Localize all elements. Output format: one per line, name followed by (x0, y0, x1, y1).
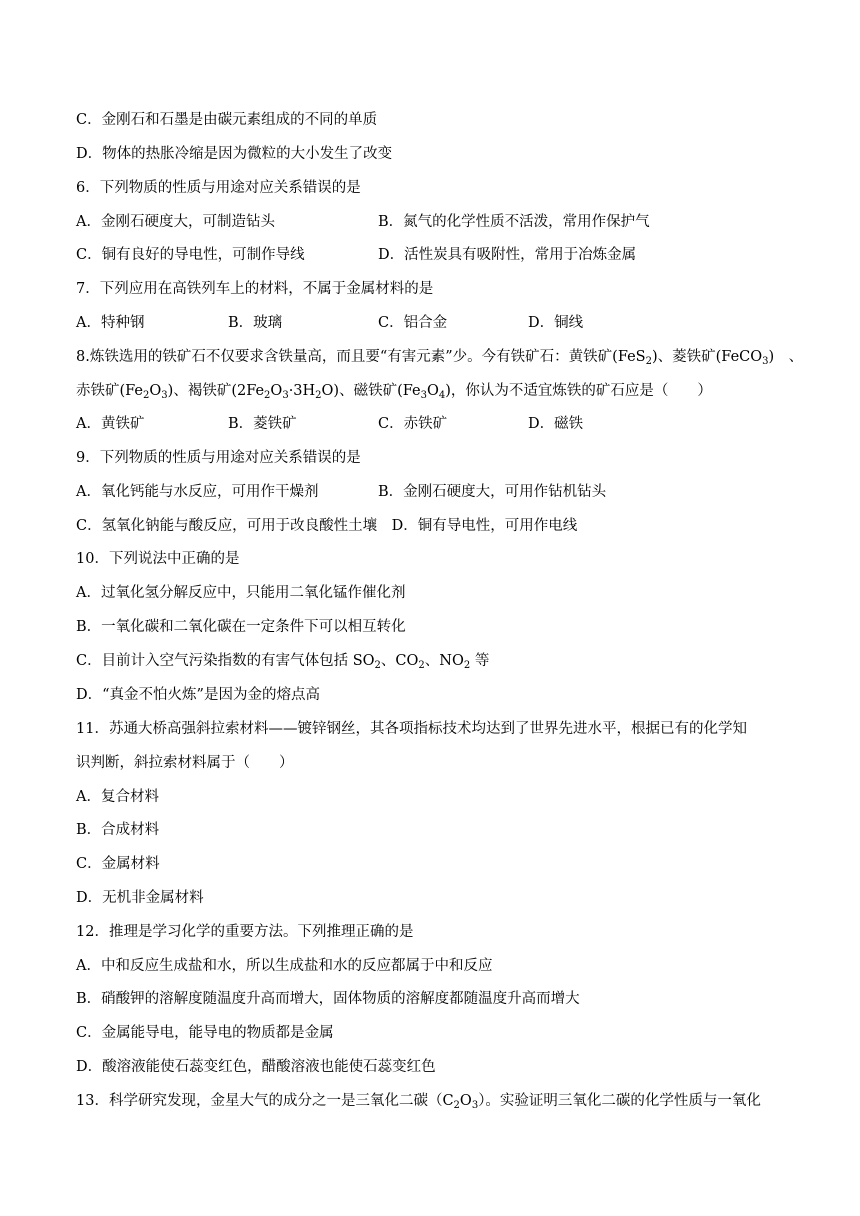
subscript: 3 (762, 356, 769, 367)
option-b: B．玻璃 (228, 315, 283, 331)
q8-text: O (149, 383, 162, 399)
subscript: 2 (143, 390, 150, 401)
q8-text: ) 、 (768, 349, 804, 365)
question-option: D．无机非金属材料 (76, 890, 204, 906)
q10c-text: 、CO (380, 653, 419, 669)
q13-text: ）。实验证明三氧化二碳的化学性质与一氧化 (478, 1093, 761, 1109)
option-a: A．氧化钙能与水反应，可用作干燥剂 (76, 484, 319, 500)
question-option: C．金刚石和石墨是由碳元素组成的不同的单质 (76, 112, 378, 128)
subscript: 2 (453, 1100, 460, 1111)
subscript: 3 (161, 390, 168, 401)
subscript: 3 (420, 390, 427, 401)
question-option: B．一氧化碳和二氧化碳在一定条件下可以相互转化 (76, 619, 406, 635)
subscript: 3 (471, 1100, 479, 1111)
option-b: B．氮气的化学性质不活泼，常用作保护气 (378, 214, 650, 230)
q13-text: O (459, 1093, 472, 1109)
q8-text: O)、磁铁矿(Fe (321, 383, 421, 399)
q10c-text: C．目前计入空气污染指数的有害气体包括 SO (76, 653, 375, 669)
subscript: 3 (282, 390, 289, 401)
question-stem (76, 381, 712, 401)
subscript: 2 (645, 356, 652, 367)
question-option: A．中和反应生成盐和水，所以生成盐和水的反应都属于中和反应 (76, 958, 493, 974)
question-option: B．硝酸钾的溶解度随温度升高而增大，固体物质的溶解度都随温度升高而增大 (76, 991, 580, 1007)
question-stem: 12．推理是学习化学的重要方法。下列推理正确的是 (76, 924, 414, 940)
option-d: D．铜线 (528, 315, 584, 331)
option-c: C．铜有良好的导电性，可制作导线 (76, 247, 305, 263)
question-option (76, 651, 489, 671)
option-c: C．赤铁矿 (378, 416, 448, 432)
question-stem (76, 1091, 761, 1111)
option-c: C．铝合金 (378, 315, 448, 331)
option-d: D．活性炭具有吸附性，常用于冶炼金属 (378, 247, 637, 263)
q8-text: )、褐铁矿(2Fe (167, 383, 265, 399)
subscript: 2 (374, 660, 381, 671)
question-option: A．复合材料 (76, 789, 159, 805)
question-stem: 6．下列物质的性质与用途对应关系错误的是 (76, 180, 361, 196)
q8-text: O (270, 383, 283, 399)
question-option: C．金属能导电，能导电的物质都是金属 (76, 1025, 334, 1041)
subscript: 2 (264, 390, 271, 401)
subscript: 2 (418, 660, 425, 671)
question-option: D．酸溶液能使石蕊变红色，醋酸溶液也能使石蕊变红色 (76, 1059, 436, 1075)
option-b: B．金刚石硬度大，可用作钻机钻头 (378, 484, 607, 500)
q8-text: )、菱铁矿(FeCO (651, 349, 763, 365)
question-stem: 7．下列应用在高铁列车上的材料，不属于金属材料的是 (76, 281, 434, 297)
question-option: B．合成材料 (76, 822, 160, 838)
question-option: C．金属材料 (76, 856, 160, 872)
q10c-text: 等 (470, 653, 490, 669)
question-stem (76, 347, 803, 367)
option-a: A．金刚石硬度大，可制造钻头 (76, 214, 275, 230)
question-option: D．“真金不怕火炼”是因为金的熔点高 (76, 687, 320, 703)
question-stem: 10．下列说法中正确的是 (76, 551, 240, 567)
q8-text: )，你认为不适宜炼铁的矿石应是（ ） (445, 383, 712, 399)
q8-text: 赤铁矿(Fe (76, 383, 144, 399)
option-a: A．黄铁矿 (76, 416, 145, 432)
option-a: A．特种钢 (76, 315, 145, 331)
options-row: C．氢氧化钠能与酸反应，可用于改良酸性土壤 D．铜有导电性，可用作电线 (76, 518, 578, 534)
option-d: D．磁铁 (528, 416, 584, 432)
subscript: 4 (438, 390, 446, 401)
option-b: B．菱铁矿 (228, 416, 297, 432)
question-stem: 9．下列物质的性质与用途对应关系错误的是 (76, 450, 361, 466)
q8-text: 8.炼铁选用的铁矿石不仅要求含铁量高，而且要“有害元素”少。今有铁矿石：黄铁矿(FeS (76, 349, 646, 365)
question-option: D．物体的热胀冷缩是因为微粒的大小发生了改变 (76, 146, 393, 162)
q13-text: 13．科学研究发现，金星大气的成分之一是三氧化二碳（C (76, 1093, 454, 1109)
question-stem: 11．苏通大桥高强斜拉索材料——镀锌钢丝，其各项指标技术均达到了世界先进水平，根据已有的化学知 (76, 721, 747, 737)
q8-text: O (426, 383, 439, 399)
subscript: 2 (315, 390, 322, 401)
question-option: A．过氧化氢分解反应中，只能用二氧化锰作催化剂 (76, 585, 406, 601)
q10c-text: 、NO (424, 653, 464, 669)
subscript: 2 (463, 660, 471, 671)
q8-text: ·3H (288, 383, 316, 399)
question-stem: 识判断，斜拉索材料属于（ ） (76, 755, 294, 771)
